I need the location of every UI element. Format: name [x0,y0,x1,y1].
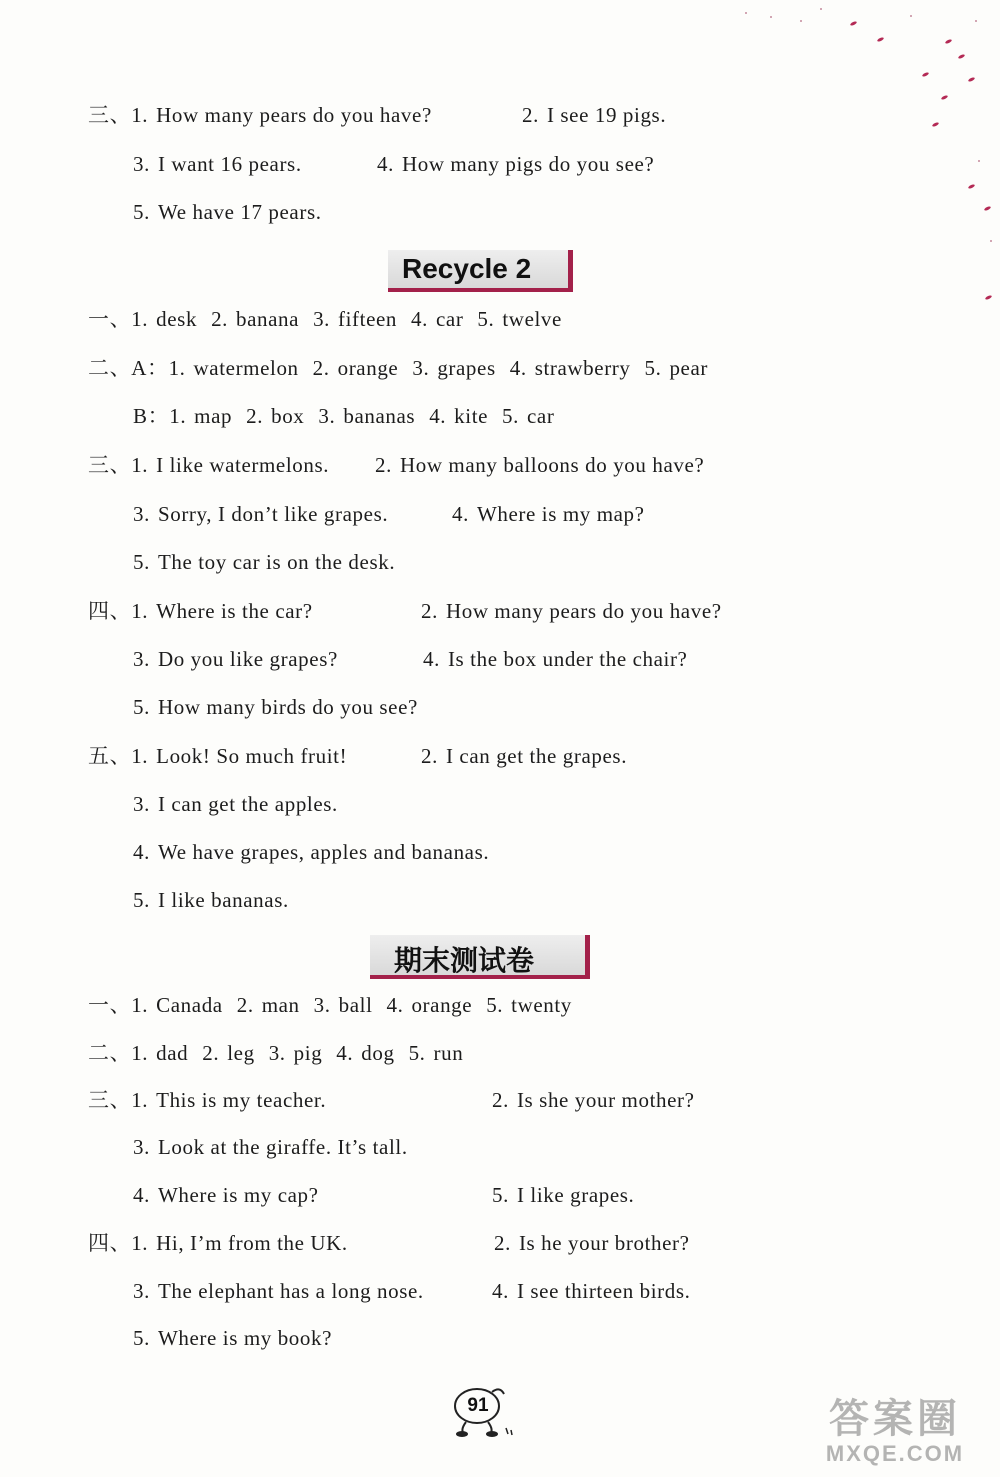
answer-line [88,1086,695,1114]
answer-text: dad [156,1041,189,1065]
item-number: 1. [131,599,149,623]
answer-text: The toy car is on the desk. [157,550,396,574]
item-number: 4. [509,356,527,380]
answer-text: I see thirteen birds. [516,1279,691,1303]
answer-text: Is she your mother? [516,1088,695,1112]
item-number: 4. [336,1041,354,1065]
answer-text: man [261,993,300,1017]
item-number: 5. [502,404,519,428]
item-number: 1. [131,453,149,477]
item-number: 1. [131,1231,149,1255]
item-number: 4. [133,1183,150,1207]
answer-text: pig [293,1041,323,1065]
section-title: 期末测试卷 [394,945,535,976]
question-number: 三、 [88,1088,132,1112]
answer-text: ball [338,993,373,1017]
item-number: 2. [236,993,254,1017]
answer-line [133,402,554,430]
answer-line [88,1039,463,1067]
item-number: 3. [133,1135,150,1159]
answer-text: fifteen [338,307,398,331]
page-number: 91 [467,1395,489,1416]
answer-text: Where is my cap? [157,1183,319,1207]
answer-text: I see 19 pigs. [546,103,667,127]
answer-text: orange [337,356,399,380]
answer-text: car [527,404,555,428]
item-number: 5. [133,888,150,912]
item-number: 5. [133,1326,150,1350]
answer-text: desk [156,307,198,331]
item-number: 2. [246,404,264,428]
item-number: 1. [131,103,149,127]
question-number: 四、 [88,1231,132,1255]
answer-text: run [433,1041,464,1065]
question-number: 一、 [88,993,132,1017]
item-number: 5. [133,200,150,224]
answer-line [133,1277,691,1305]
answer-text: Is the box under the chair? [447,647,688,671]
answer-line [88,101,667,129]
item-number: 4. [386,993,404,1017]
item-number: 3. [133,1279,150,1303]
answer-text: Sorry, I don’t like grapes. [157,502,389,526]
answer-text: How many birds do you see? [157,695,418,719]
item-number: 3. [313,993,331,1017]
answer-line [133,548,395,576]
item-number: 3. [412,356,430,380]
answer-text: strawberry [534,356,631,380]
answer-text: kite [454,404,489,428]
answer-line [88,742,628,770]
answer-text: Canada [156,993,223,1017]
answer-text: bananas [343,404,416,428]
answer-text: I like bananas. [157,888,289,912]
answer-text: How many pears do you have? [445,599,722,623]
answer-text: Look! So much fruit! [156,744,348,768]
answer-text: Where is the car? [156,599,313,623]
section-header-recycle-2 [388,250,578,296]
item-number: 4. [411,307,428,331]
answer-line [88,1229,690,1257]
item-number: 2. [421,599,438,623]
item-number: 2. [202,1041,220,1065]
item-number: 3. [133,152,150,176]
answer-line [88,597,722,625]
answer-text: We have 17 pears. [157,200,322,224]
item-number: 2. [494,1231,511,1255]
sub-label: A： [131,356,169,380]
item-number: 5. [486,993,504,1017]
item-number: 1. [168,356,186,380]
item-number: 3. [133,792,150,816]
answer-text: I like watermelons. [156,453,330,477]
answer-text: orange [411,993,473,1017]
item-number: 3. [133,502,150,526]
answer-text: Hi, I’m from the UK. [156,1231,348,1255]
answer-line [88,991,572,1019]
answer-text: The elephant has a long nose. [157,1279,424,1303]
item-number: 1. [131,744,149,768]
answer-text: leg [227,1041,255,1065]
answer-text: Do you like grapes? [157,647,338,671]
question-number: 四、 [88,599,132,623]
watermark-logo [800,1396,990,1468]
answer-text: I like grapes. [516,1183,635,1207]
answer-text: twenty [511,993,572,1017]
item-number: 4. [429,404,447,428]
answer-line [133,1181,635,1209]
answer-line [88,451,705,479]
answer-line [133,886,289,914]
item-number: 3. [318,404,336,428]
answer-line [133,198,322,226]
answer-text: I want 16 pears. [157,152,302,176]
question-number: 五、 [88,744,132,768]
item-number: 2. [421,744,438,768]
item-number: 5. [133,550,150,574]
item-number: 4. [452,502,469,526]
item-number: 2. [522,103,539,127]
answer-text: How many pigs do you see? [401,152,655,176]
question-number: 三、 [88,103,132,127]
item-number: 5. [492,1183,509,1207]
answer-line [88,305,562,333]
answer-text: watermelon [193,356,299,380]
answer-text: Is he your brother? [518,1231,690,1255]
item-number: 5. [477,307,495,331]
item-number: 1. [131,307,149,331]
answer-line [133,838,489,866]
item-number: 2. [375,453,392,477]
question-number: 二、 [88,356,132,380]
answer-text: I can get the grapes. [445,744,628,768]
answer-text: How many pears do you have? [156,103,432,127]
item-number: 4. [377,152,394,176]
answer-text: Where is my map? [476,502,645,526]
answer-text: map [194,404,233,428]
answer-line [133,500,645,528]
answer-text: We have grapes, apples and bananas. [157,840,490,864]
item-number: 3. [133,647,150,671]
item-number: 1. [169,404,187,428]
item-number: 1. [131,1088,149,1112]
answer-line [133,645,688,673]
answer-text: This is my teacher. [156,1088,327,1112]
question-number: 三、 [88,453,132,477]
answer-text: car [435,307,464,331]
answer-line [133,790,338,818]
answer-text: pear [669,356,708,380]
item-number: 2. [211,307,229,331]
item-number: 4. [133,840,150,864]
answer-text: Where is my book? [157,1326,333,1350]
watermark-line2: MXQE.COM [825,1441,965,1466]
item-number: 4. [492,1279,509,1303]
answer-text: twelve [502,307,562,331]
item-number: 2. [492,1088,509,1112]
item-number: 4. [423,647,440,671]
watermark-line1: 答案圈 [829,1397,961,1441]
item-number: 5. [133,695,150,719]
answer-text: dog [361,1041,395,1065]
item-number: 1. [131,993,149,1017]
answer-text: Look at the giraffe. It’s tall. [157,1135,408,1159]
question-number: 二、 [88,1041,132,1065]
answer-text: banana [236,307,300,331]
section-title: Recycle 2 [402,253,532,284]
answer-line [88,354,708,382]
answer-line [133,693,418,721]
item-number: 5. [408,1041,426,1065]
item-number: 3. [313,307,331,331]
answer-line [133,150,655,178]
item-number: 2. [312,356,330,380]
answer-line [133,1133,408,1161]
item-number: 5. [644,356,662,380]
answer-text: How many balloons do you have? [399,453,705,477]
item-number: 3. [268,1041,286,1065]
answer-line [133,1324,332,1352]
answer-text: grapes [437,356,496,380]
item-number: 1. [131,1041,149,1065]
section-header-final-test [370,935,595,983]
question-number: 一、 [88,307,132,331]
sub-label: B： [133,404,170,428]
answer-text: I can get the apples. [157,792,338,816]
answer-text: box [271,404,305,428]
